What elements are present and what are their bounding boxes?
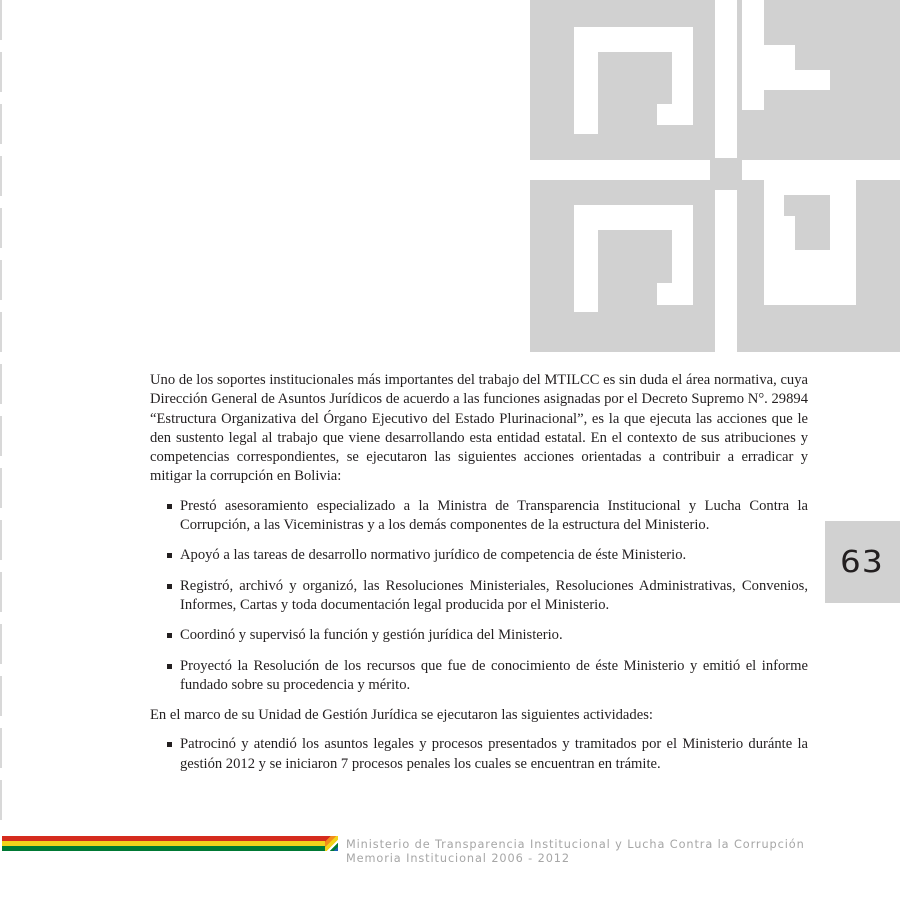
list-item	[150, 735, 808, 774]
bullet-icon	[167, 553, 172, 558]
list-item	[150, 497, 808, 536]
unit-intro-paragraph: En el marco de su Unidad de Gestión Jurídica se ejecutaron las siguientes actividades:	[150, 707, 653, 724]
footer	[346, 838, 805, 866]
bolivian-flag-stripes	[2, 836, 334, 851]
footer-report-title: Memoria Institucional 2006 - 2012	[346, 852, 570, 865]
activity-text: Patrocinó y atendió los asuntos legales y procesos presentados y tramitados por el Ministerio duránte la gestión 2012 y se iniciaron 7 procesos penales los cuales se encuentran en trámite.	[180, 736, 808, 772]
andean-step-pattern	[530, 0, 900, 352]
intro-paragraph: Uno de los soportes institucionales más importantes del trabajo del MTILCC es sin duda el área normativa, cuya Dirección General de Asuntos Jurídicos de acuerdo a las funciones asignadas por el Decreto Supremo N°. 29894 “Estructura Organizativa del Órgano Ejecutivo del Estado Plurinacional”, es la que ejecuta las acciones que le den sustento legal al trabajo que viene desarrollando esta entidad estatal. En el contexto de sus atribuciones y competencias correspondientes, se ejecutaron las siguientes acciones orientadas a contribuir a erradicar y mitigar la corrupción en Bolivia:	[150, 372, 808, 485]
bullet-icon	[167, 664, 172, 669]
page-number-tab	[825, 521, 900, 603]
list-item	[150, 546, 808, 565]
bullet-icon	[167, 742, 172, 747]
list-item	[150, 657, 808, 696]
footer-ministry-name: Ministerio de Transparencia Institucional y Lucha Contra la Corrupción	[346, 838, 805, 851]
list-item	[150, 626, 808, 645]
activities-list	[150, 735, 808, 774]
action-text: Prestó asesoramiento especializado a la Ministra de Transparencia Institucional y Lucha Contra la Corrupción, a las Viceministras y a los demás componentes de la estructura del Ministerio.	[180, 497, 808, 534]
bullet-icon	[167, 584, 172, 589]
main-content	[150, 371, 808, 785]
action-text: Apoyó a las tareas de desarrollo normativo jurídico de competencia de éste Ministerio.	[180, 547, 687, 564]
actions-list	[150, 497, 808, 695]
left-edge-marks	[0, 0, 2, 820]
action-text: Coordinó y supervisó la función y gestión jurídica del Ministerio.	[180, 627, 563, 644]
list-item	[150, 577, 808, 616]
action-text: Registró, archivó y organizó, las Resoluciones Ministeriales, Resoluciones Administrativas, Convenios, Informes, Cartas y toda documentación legal producida por el Ministerio.	[180, 577, 808, 613]
bullet-icon	[167, 504, 172, 509]
flag-stripe-green	[2, 846, 334, 851]
action-text: Proyectó la Resolución de los recursos que fue de conocimiento de éste Ministerio y emitió el informe fundado sobre su procedencia y mérito.	[180, 657, 808, 693]
bullet-icon	[167, 633, 172, 638]
page-number: 63	[840, 544, 885, 580]
wiphala-icon	[325, 836, 338, 851]
